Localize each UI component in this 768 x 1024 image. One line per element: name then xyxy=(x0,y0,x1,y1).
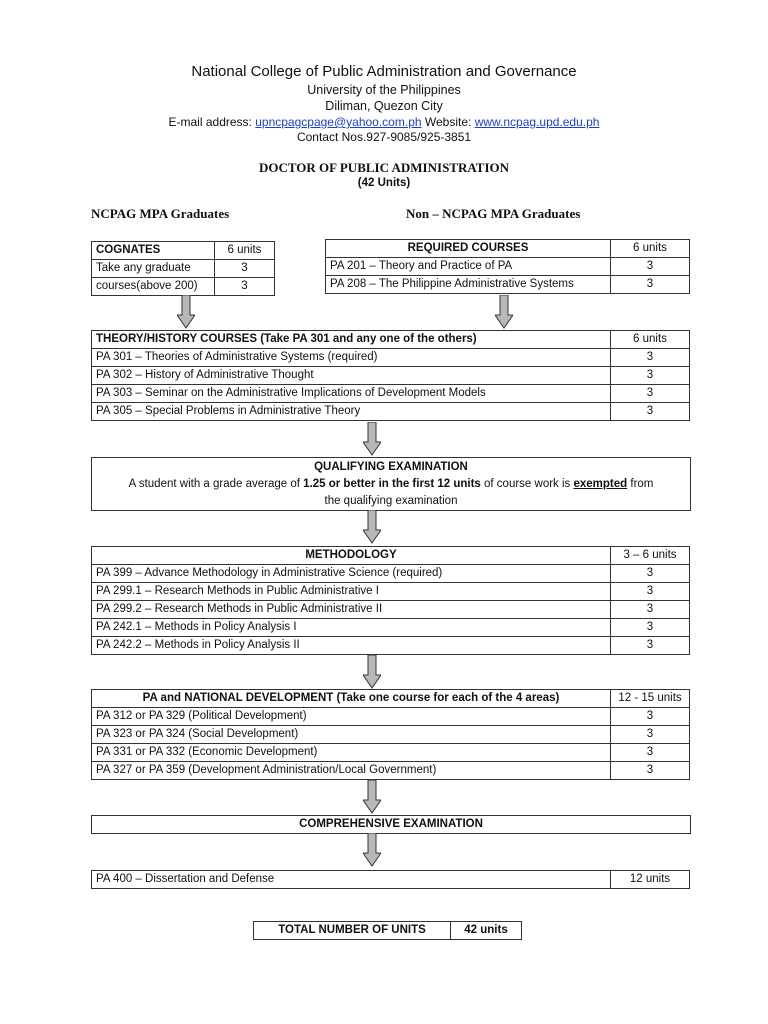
table-row xyxy=(326,240,690,258)
program-title: DOCTOR OF PUBLIC ADMINISTRATION xyxy=(258,160,510,175)
qualifying-text xyxy=(92,476,690,493)
course-name: PA 242.1 – Methods in Policy Analysis I xyxy=(92,619,611,637)
dissertation-table xyxy=(91,870,690,889)
program-units: (42 Units) xyxy=(357,177,411,189)
theory-header: THEORY/HISTORY COURSES (Take PA 301 and any one of the others) xyxy=(92,331,611,349)
qualifying-title: QUALIFYING EXAMINATION xyxy=(314,461,468,473)
table-row xyxy=(92,690,690,708)
methodology-header: METHODOLOGY xyxy=(92,547,611,565)
course-units: 3 xyxy=(611,744,690,762)
exempted-word: exempted xyxy=(573,478,628,490)
course-name: PA 201 – Theory and Practice of PA xyxy=(326,258,611,276)
college-title: National College of Public Administration and Governance xyxy=(191,63,577,80)
course-units: 3 xyxy=(215,278,275,296)
methodology-header-units: 3 – 6 units xyxy=(611,547,690,565)
column-left-title: NCPAG MPA Graduates xyxy=(91,206,230,221)
course-name: PA 305 – Special Problems in Administrative Theory xyxy=(92,403,611,421)
course-units: 3 xyxy=(611,619,690,637)
flow-arrow-down-icon xyxy=(363,422,381,456)
column-right-title: Non – NCPAG MPA Graduates xyxy=(406,206,581,221)
table-row xyxy=(92,403,690,421)
course-name: PA 323 or PA 324 (Social Development) xyxy=(92,726,611,744)
required-courses-table xyxy=(325,239,690,294)
course-name: Take any graduate xyxy=(92,260,215,278)
total-label: TOTAL NUMBER OF UNITS xyxy=(254,922,451,940)
course-name: PA 208 – The Philippine Administrative Systems xyxy=(326,276,611,294)
course-units: 3 xyxy=(611,276,690,294)
table-row xyxy=(92,583,690,601)
table-row xyxy=(92,601,690,619)
table-row xyxy=(92,331,690,349)
email-link[interactable]: upncpagcpage@yahoo.com.ph xyxy=(255,115,422,129)
flow-arrow-down-icon xyxy=(363,833,381,867)
development-table xyxy=(91,689,690,780)
table-row xyxy=(92,762,690,780)
table-row xyxy=(92,278,275,296)
table-row xyxy=(92,744,690,762)
course-units: 3 xyxy=(611,565,690,583)
development-header-units: 12 - 15 units xyxy=(611,690,690,708)
qualifying-exam-box xyxy=(91,457,691,511)
table-row xyxy=(92,565,690,583)
contact-numbers: Contact Nos.927-9085/925-3851 xyxy=(296,130,472,144)
total-units: 42 units xyxy=(451,922,522,940)
course-name: PA 242.2 – Methods in Policy Analysis II xyxy=(92,637,611,655)
email-label: E-mail address: xyxy=(168,115,252,129)
course-name: PA 399 – Advance Methodology in Administrative Science (required) xyxy=(92,565,611,583)
required-header-units: 6 units xyxy=(611,240,690,258)
cognates-header-units: 6 units xyxy=(215,242,275,260)
course-units: 3 xyxy=(611,385,690,403)
course-units: 3 xyxy=(611,726,690,744)
course-units: 3 xyxy=(611,258,690,276)
table-row xyxy=(92,367,690,385)
total-units-table xyxy=(253,921,522,940)
course-name: PA 331 or PA 332 (Economic Development) xyxy=(92,744,611,762)
course-units: 3 xyxy=(611,762,690,780)
table-row xyxy=(92,871,690,889)
table-row xyxy=(326,258,690,276)
table-row xyxy=(92,619,690,637)
course-units: 3 xyxy=(611,583,690,601)
website-label: Website: xyxy=(424,115,472,129)
course-units: 3 xyxy=(611,637,690,655)
course-units: 3 xyxy=(215,260,275,278)
qualifying-text-part: from xyxy=(630,478,654,490)
course-name: PA 301 – Theories of Administrative Systems (required) xyxy=(92,349,611,367)
table-row xyxy=(92,349,690,367)
qualifying-text-part: A student with a grade average of xyxy=(128,478,300,490)
table-row xyxy=(92,242,275,260)
course-name: PA 302 – History of Administrative Thought xyxy=(92,367,611,385)
qualifying-grade: 1.25 or better in the first 12 units xyxy=(303,478,481,490)
table-row xyxy=(92,708,690,726)
flow-arrow-down-icon xyxy=(363,780,381,814)
table-row xyxy=(92,260,275,278)
course-units: 3 xyxy=(611,601,690,619)
course-name: PA 299.1 – Research Methods in Public Administrative I xyxy=(92,583,611,601)
course-name: courses(above 200) xyxy=(92,278,215,296)
dissertation-course: PA 400 – Dissertation and Defense xyxy=(92,871,611,889)
dissertation-units: 12 units xyxy=(611,871,690,889)
table-row xyxy=(92,547,690,565)
course-units: 3 xyxy=(611,367,690,385)
theory-courses-table xyxy=(91,330,690,421)
email-line xyxy=(0,114,768,130)
development-header: PA and NATIONAL DEVELOPMENT (Take one course for each of the 4 areas) xyxy=(92,690,611,708)
website-link[interactable]: www.ncpag.upd.edu.ph xyxy=(474,115,600,129)
course-units: 3 xyxy=(611,349,690,367)
required-header: REQUIRED COURSES xyxy=(326,240,611,258)
theory-header-units: 6 units xyxy=(611,331,690,349)
flow-arrow-down-icon xyxy=(177,295,195,329)
qualifying-text-end: the qualifying examination xyxy=(324,495,458,507)
flow-arrow-down-icon xyxy=(363,655,381,689)
qualifying-text-part: of course work is xyxy=(484,478,571,490)
course-name: PA 312 or PA 329 (Political Development) xyxy=(92,708,611,726)
course-name: PA 327 or PA 359 (Development Administration/Local Government) xyxy=(92,762,611,780)
table-row xyxy=(326,276,690,294)
table-row xyxy=(92,726,690,744)
cognates-header: COGNATES xyxy=(92,242,215,260)
methodology-table xyxy=(91,546,690,655)
course-name: PA 299.2 – Research Methods in Public Administrative II xyxy=(92,601,611,619)
comprehensive-exam-box: COMPREHENSIVE EXAMINATION xyxy=(91,815,691,834)
table-row xyxy=(92,637,690,655)
flow-arrow-down-icon xyxy=(495,295,513,329)
course-name: PA 303 – Seminar on the Administrative Implications of Development Models xyxy=(92,385,611,403)
location: Diliman, Quezon City xyxy=(325,99,443,113)
cognates-table xyxy=(91,241,275,296)
university-name: University of the Philippines xyxy=(307,83,461,97)
table-row xyxy=(92,385,690,403)
table-row xyxy=(254,922,522,940)
flow-arrow-down-icon xyxy=(363,510,381,544)
course-units: 3 xyxy=(611,708,690,726)
course-units: 3 xyxy=(611,403,690,421)
